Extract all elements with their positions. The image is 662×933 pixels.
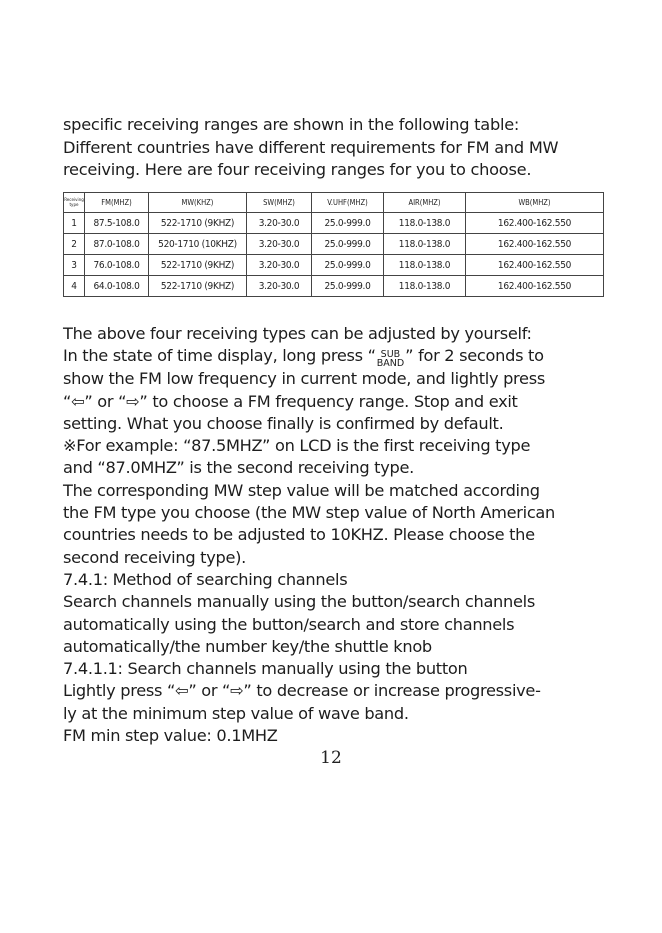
body-line: Search channels manually using the button/search channels	[63, 592, 535, 612]
body-line: show the FM low frequency in current mode, and lightly press	[63, 369, 545, 389]
section-heading: 7.4.1: Method of searching channels	[63, 569, 348, 589]
body-line: automatically using the button/search and store channels	[63, 614, 515, 634]
table-cell: 64.0-108.0	[85, 276, 149, 297]
body-line: FM min step value: 0.1MHZ	[63, 726, 278, 746]
table-cell: 87.5-108.0	[85, 213, 149, 234]
body-line: automatically/the number key/the shuttle knob	[63, 636, 432, 656]
table-cell: 3.20-30.0	[247, 276, 312, 297]
table-cell: 520-1710 (10KHZ)	[149, 234, 247, 255]
column-header-sw: SW(MHZ)	[247, 193, 312, 213]
body-line: Lightly press “⇦” or “⇨” to decrease or increase progressive-	[63, 681, 541, 701]
table-cell: 25.0-999.0	[312, 234, 384, 255]
body-line-part: In the state of time display, long press “	[63, 346, 376, 366]
column-header-wb: WB(MHZ)	[466, 193, 604, 213]
receiving-ranges-table	[63, 192, 604, 297]
body-line: the FM type you choose (the MW step value of North American	[63, 503, 556, 523]
table-cell: 522-1710 (9KHZ)	[149, 276, 247, 297]
table-cell: 1	[64, 213, 85, 234]
sub-band-key-label	[377, 350, 404, 368]
table-cell: 25.0-999.0	[312, 255, 384, 276]
table-header-row	[64, 193, 604, 213]
table-cell: 25.0-999.0	[312, 276, 384, 297]
intro-line: specific receiving ranges are shown in the following table:	[63, 115, 520, 134]
table-cell: 162.400-162.550	[466, 255, 604, 276]
table-cell: 162.400-162.550	[466, 213, 604, 234]
body-line: and “87.0MHZ” is the second receiving type.	[63, 458, 414, 478]
table-row	[64, 255, 604, 276]
section-heading: 7.4.1.1: Search channels manually using the button	[63, 659, 468, 679]
intro-line: Different countries have different requirements for FM and MW	[63, 137, 559, 157]
table-cell: 4	[64, 276, 85, 297]
body-line: The above four receiving types can be adjusted by yourself:	[63, 324, 532, 343]
body-line: ※For example: “87.5MHZ” on LCD is the first receiving type	[63, 436, 531, 456]
table-cell: 87.0-108.0	[85, 234, 149, 255]
body-line-part: ” for 2 seconds to	[405, 346, 544, 366]
sub-band-bottom: BAND	[376, 358, 405, 370]
column-header-vuhf: V.UHF(MHZ)	[312, 193, 384, 213]
intro-paragraph	[63, 114, 613, 182]
body-line: The corresponding MW step value will be matched according	[63, 480, 540, 500]
table-cell: 118.0-138.0	[384, 276, 466, 297]
column-header-fm: FM(MHZ)	[85, 193, 149, 213]
body-line-sub-band	[63, 345, 608, 368]
table-cell: 3.20-30.0	[247, 234, 312, 255]
column-header-mw: MW(KHZ)	[149, 193, 247, 213]
body-line: setting. What you choose finally is confirmed by default.	[63, 413, 504, 433]
column-header-receiving-type: Receiving type	[64, 193, 85, 213]
table-row	[64, 213, 604, 234]
table-row	[64, 234, 604, 255]
column-header-air: AIR(MHZ)	[384, 193, 466, 213]
table-cell: 118.0-138.0	[384, 213, 466, 234]
table-cell: 118.0-138.0	[384, 255, 466, 276]
sub-band-top: SUB	[380, 349, 401, 361]
table-row	[64, 276, 604, 297]
table-cell: 25.0-999.0	[312, 213, 384, 234]
table-cell: 522-1710 (9KHZ)	[149, 255, 247, 276]
table-cell: 162.400-162.550	[466, 276, 604, 297]
page-number: 12	[320, 748, 342, 768]
table-cell: 3.20-30.0	[247, 213, 312, 234]
body-line: second receiving type).	[63, 547, 246, 567]
table-cell: 522-1710 (9KHZ)	[149, 213, 247, 234]
body-line: “⇦” or “⇨” to choose a FM frequency range. Stop and exit	[63, 391, 518, 411]
table-cell: 162.400-162.550	[466, 234, 604, 255]
table-cell: 118.0-138.0	[384, 234, 466, 255]
table-cell: 3	[64, 255, 85, 276]
instructions-text	[63, 323, 608, 747]
intro-line: receiving. Here are four receiving ranges for you to choose.	[63, 160, 532, 179]
table-cell: 2	[64, 234, 85, 255]
table-cell: 3.20-30.0	[247, 255, 312, 276]
body-line: countries needs to be adjusted to 10KHZ. Please choose the	[63, 525, 535, 545]
body-line: ly at the minimum step value of wave band.	[63, 703, 409, 723]
table-cell: 76.0-108.0	[85, 255, 149, 276]
